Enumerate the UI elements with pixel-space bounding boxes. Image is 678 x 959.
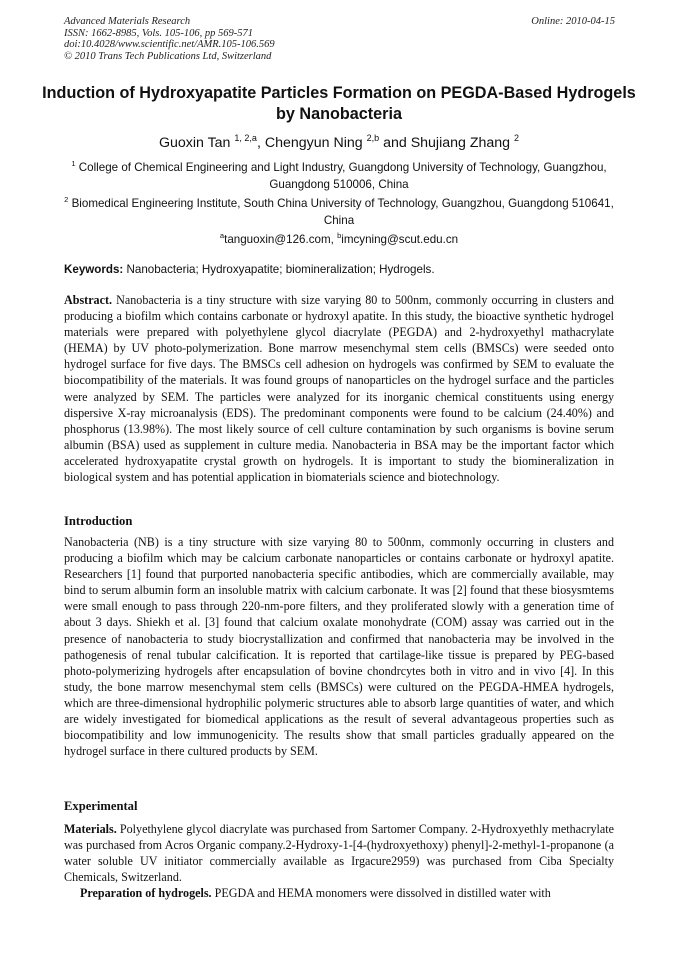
author-affiliation-marker: 1, 2,a: [234, 133, 257, 143]
copyright-line: © 2010 Trans Tech Publications Ltd, Switzerland: [64, 50, 272, 62]
affiliation-marker: 1: [71, 159, 76, 168]
materials-paragraph: [64, 821, 614, 885]
author-connector: and: [383, 135, 407, 151]
preparation-label: Preparation of hydrogels.: [80, 886, 212, 900]
doi-line: doi:10.4028/www.scientific.net/AMR.105-106.569: [64, 39, 275, 51]
author-affiliation-marker: 2,b: [366, 133, 380, 143]
author-affiliation-marker: 2: [514, 133, 520, 143]
materials-text: Polyethylene glycol diacrylate was purchased from Sartomer Company. 2-Hydroxyethly methacrylate was purchased from Acros Organic company.2-Hydroxy-1-[4-(hydroxyethoxy) phenyl]-2-methyl-1-propanone (a water soluble UV initiator commercially available as Irgacure2959) was purchased from Ciba Specialty Chemicals, Switzerland.: [64, 822, 614, 885]
section-heading-introduction: Introduction: [64, 514, 133, 528]
materials-label: Materials.: [64, 822, 117, 836]
author-emails: [40, 232, 638, 248]
email-marker: a: [219, 231, 225, 240]
author-list: Guoxin Tan $^{1, 2,a}$, Chengyun Ning $^{2,b}$ and Shujiang Zhang $^2$: [158, 133, 520, 151]
journal-metadata: [64, 16, 275, 62]
affiliation-text: Biomedical Engineering Institute, South China University of Technology, Guangzhou, Guangdong 510641, China: [71, 197, 614, 227]
keywords-text: Nanobacteria; Hydroxyapatite; biomineralization; Hydrogels.: [126, 263, 435, 276]
preparation-paragraph: [64, 885, 614, 901]
keywords-line: [64, 262, 624, 278]
email-link[interactable]: imcyning@scut.edu.cn: [341, 233, 459, 246]
keywords-label: Keywords:: [64, 263, 124, 276]
author-name: Shujiang Zhang: [410, 135, 511, 151]
abstract-text: Nanobacteria is a tiny structure with size varying 80 to 500nm, commonly occurring in clusters and producing a biofilm which contains carbonate or hydroxyl apatite. In this study, the bioactive synthetic hydrogel materials were prepared with polyethylene glycol diacrylate (PEGDA) and 2-hydroxyethyl mathacrylate (HEMA) by UV photo-polymerization. Bone marrow mesenchymal stem cells (BMSCs) were seeded onto hydrogel surface for five days. The BMSCs cell adhesion on hydrogels was confirmed by SEM to evaluate the biocompatibility of the materials. It was found groups of nanoparticles on the hydrogel surface and the particles were analyzed by SEM. The particles were analyzed for its inorganic chemical constituents using energy dispersive X-ray microanalysis (EDS). The predominant components were found to be calcium (24.40%) and phosphorus (13.98%). The most likely source of cell culture contamination by such organisms is bovine serum albumin (BSA) used as supplement in culture media. Nanobacteria in BSA may be the important factor which accelerated hydroxyapatite crystal growth on hydrogels. It is important to study the biomineralization in biological system and has potential application in biomaterials science and biotechnology.: [64, 293, 614, 485]
abstract-paragraph: [64, 292, 614, 485]
paper-title: Induction of Hydroxyapatite Particles Formation on PEGDA-Based Hydrogels by Nanobacteria: [42, 84, 636, 123]
online-date: Online: 2010-04-15: [531, 16, 615, 27]
email-link[interactable]: tanguoxin@126.com,: [224, 233, 334, 246]
introduction-paragraph: Nanobacteria (NB) is a tiny structure with size varying 80 to 500nm, commonly occurring in clusters and producing a biofilm which may be calcium carbonate nanoparticles or contains carbonate or hydroxyl apatite. Researchers [1] found that purported nanobacteria specific antibodies, which are commercially available, may bind to serum albumin form an insoluble matrix with calcium carbonate. It was [2] found that these biosysmtems were small enough to pass through 220-nm-pore filters, and they proliferated slowly with a generation time of about 3 days. Shiekh et al. [3] found that calcium oxalate monohydrate (COM) assay was carried out in the presence of nanobacteria to study biocrystallization and confirmed that nanobacteria may be involved in the pathogenesis of renal tubular calcification. It is reported that cartilage-like tissue is prepared by PEG-based photo-polymerizing hydrogels after encapsulation of bovine chondrcytes both in vitro and in vivo [4]. In this study, the bone marrow mesenchymal stem cells (BMSCs) were cultured on the PEGDA-HMEA hydrogels, which are three-dimensional hydrophilic polymeric structures able to absorb large quantities of water, and which are widely investigated for biomedical applications as the result of several advantageous properties such as biocompatibility and low immunogenicity. The results show that small particles gradually appeared on the hydrogel surface in there cultured products by SEM.: [64, 535, 614, 759]
journal-name: Advanced Materials Research: [64, 16, 191, 27]
author-name: Guoxin Tan: [158, 135, 231, 151]
preparation-text: PEGDA and HEMA monomers were dissolved in distilled water with: [214, 886, 551, 900]
affiliation-1: [58, 160, 620, 193]
affiliation-text: College of Chemical Engineering and Light Industry, Guangdong University of Technology, Guangzhou, Guangdong 510006, China: [78, 161, 607, 191]
abstract-label: Abstract.: [64, 293, 113, 307]
author-name: Chengyun Ning: [264, 135, 363, 151]
affiliation-2: [58, 196, 620, 229]
email-marker: b: [337, 231, 342, 240]
section-heading-experimental: Experimental: [64, 799, 138, 813]
affiliation-marker: 2: [64, 195, 69, 204]
issn-line: ISSN: 1662-8985, Vols. 105-106, pp 569-571: [64, 27, 253, 39]
